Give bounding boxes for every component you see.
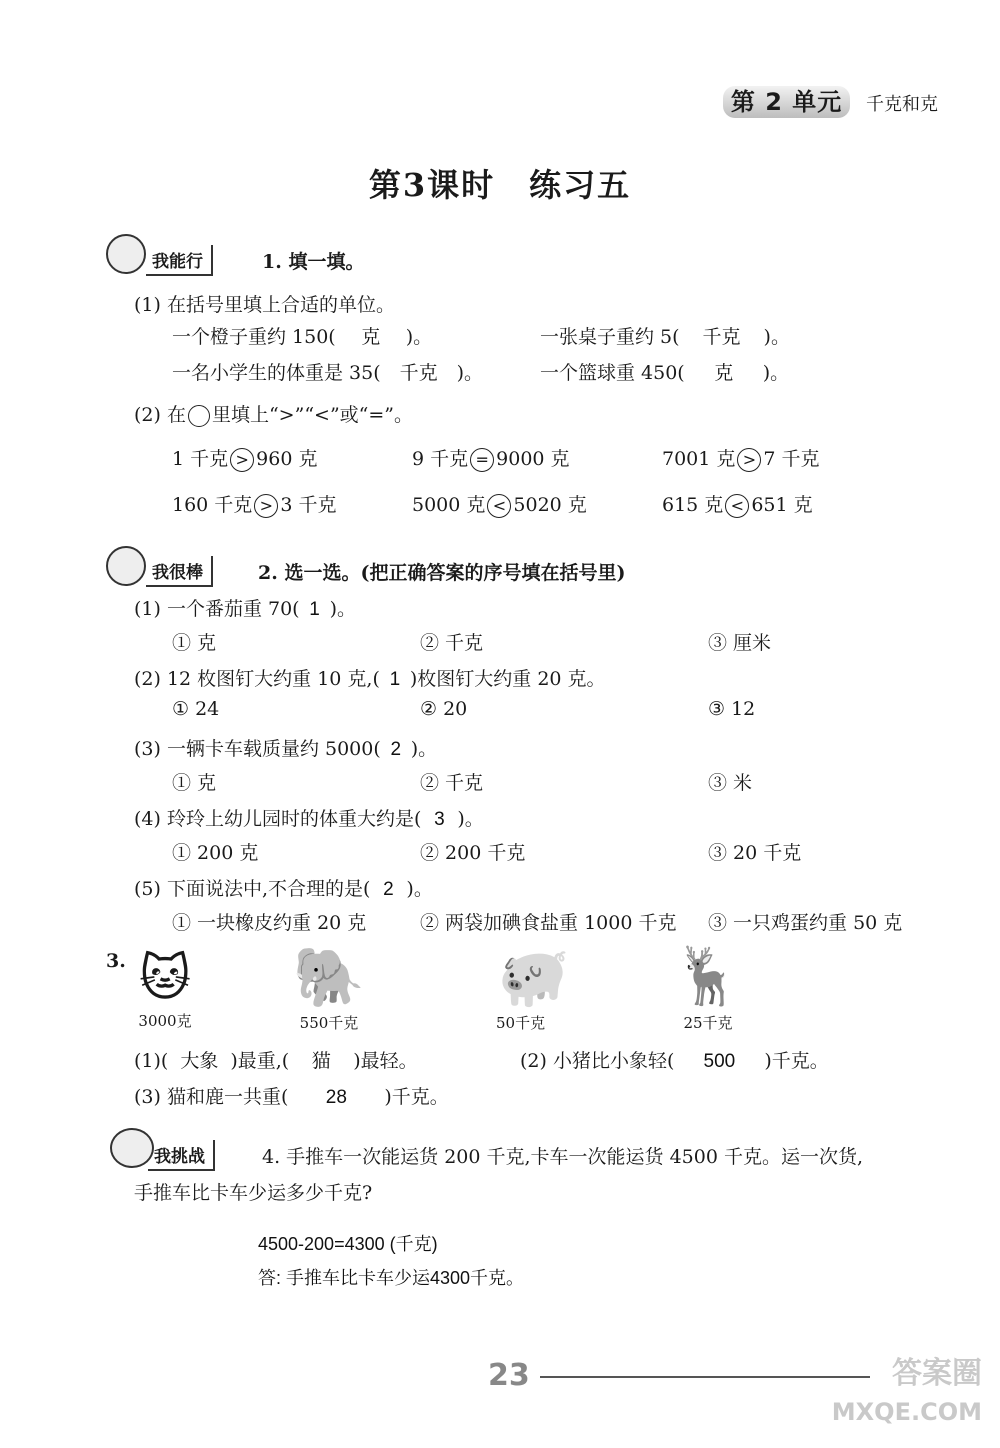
compare-left: 5000 克 — [412, 494, 486, 516]
choice-question — [134, 664, 606, 691]
compare-left: 160 千克 — [172, 494, 253, 516]
animal-weight: 50千克 — [496, 1014, 546, 1032]
choice-text: (5) 下面说法中,不合理的是( — [134, 878, 371, 900]
fill-text: 一个篮球重 450( — [540, 362, 685, 384]
answer-handwritten: 2 — [390, 739, 402, 760]
option: ③ 20 千克 — [708, 842, 802, 864]
empty-circle-icon — [188, 405, 210, 427]
answer-handwritten: 2 — [383, 879, 394, 900]
section-tag-2: 我很棒 — [146, 556, 213, 587]
compare-left: 615 克 — [662, 494, 724, 516]
choice-text: (3) 一辆卡车载质量约 5000( — [134, 738, 381, 760]
compare-right: 5020 克 — [513, 494, 587, 516]
label-text: 里填上“>”“<”或“=”。 — [211, 404, 414, 426]
q3-text: )千克。 — [764, 1050, 829, 1072]
compare-right: 9000 克 — [496, 448, 570, 470]
option: ② 20 — [420, 698, 468, 720]
q3-part3 — [134, 1082, 449, 1109]
q1-part2-label — [134, 400, 413, 427]
choice-text: (2) 12 枚图钉大约重 10 克,( — [134, 668, 380, 690]
compare-item — [662, 490, 813, 518]
option: ③ 一只鸡蛋约重 50 克 — [708, 912, 903, 934]
compare-item — [172, 490, 336, 518]
compare-answer: > — [254, 494, 278, 518]
choice-text: )。 — [406, 878, 433, 900]
animal-pig — [474, 942, 594, 1033]
cat-icon: 🐱 — [138, 949, 192, 1007]
option: ① 200 克 — [172, 842, 259, 864]
section-tag-4: 我挑战 — [148, 1140, 215, 1171]
answer-handwritten: 1 — [309, 599, 320, 620]
option: ① 克 — [172, 772, 217, 794]
question-1-heading: 1. 填一填。 — [262, 251, 365, 273]
option: ② 两袋加碘食盐重 1000 千克 — [420, 912, 677, 934]
deer-icon: 🦌 — [673, 944, 743, 1009]
q1-part1-label: (1) 在括号里填上合适的单位。 — [134, 294, 395, 316]
unit-badge: 第 2 单元 — [723, 86, 850, 118]
compare-answer: > — [737, 448, 761, 472]
q3-part1 — [134, 1046, 418, 1073]
label-text: (2) 在 — [134, 404, 186, 426]
watermark-url: MXQE.COM — [831, 1398, 982, 1426]
choice-text: (1) 一个番茄重 70( — [134, 598, 300, 620]
animal-weight: 3000克 — [138, 1012, 192, 1030]
option: ① 克 — [172, 632, 217, 654]
q3-text: (1)( — [134, 1050, 169, 1072]
unit-topic: 千克和克 — [866, 94, 938, 115]
fill-text: 一个橙子重约 150( — [172, 326, 336, 348]
animal-elephant — [284, 942, 374, 1033]
footer-divider — [540, 1376, 870, 1378]
option: ① 一块橡皮约重 20 克 — [172, 912, 367, 934]
choice-question — [134, 874, 433, 901]
q3-part2 — [520, 1046, 829, 1073]
question-3-number: 3. — [106, 950, 126, 972]
compare-answer: > — [230, 448, 254, 472]
option: ③ 厘米 — [708, 632, 772, 654]
compare-answer: < — [487, 494, 511, 518]
section-tag-1: 我能行 — [146, 245, 213, 276]
answer-handwritten: 克 — [361, 327, 381, 348]
answer-handwritten: 500 — [703, 1051, 736, 1072]
compare-left: 1 千克 — [172, 448, 229, 470]
animal-weight: 25千克 — [683, 1014, 733, 1032]
watermark-logo: 答案圈 — [892, 1356, 982, 1391]
question-4-line1: 4. 手推车一次能运货 200 千克,卡车一次能运货 4500 千克。运一次货, — [262, 1146, 864, 1168]
animal-weight: 550千克 — [299, 1014, 359, 1032]
q1-fill-3 — [172, 358, 483, 385]
animal-cat — [130, 946, 200, 1031]
fill-text: )。 — [762, 362, 790, 384]
pig-icon: 🐖 — [497, 943, 571, 1011]
compare-right: 651 克 — [751, 494, 813, 516]
compare-item — [662, 444, 820, 472]
answer-handwritten: 1 — [389, 669, 401, 690]
answer-handwritten: 大象 — [180, 1051, 219, 1072]
choice-question — [134, 594, 356, 621]
compare-left: 7001 克 — [662, 448, 736, 470]
fill-text: )。 — [405, 326, 433, 348]
compare-answer: = — [470, 448, 494, 472]
q3-text: )千克。 — [384, 1086, 449, 1108]
fill-text: )。 — [456, 362, 484, 384]
choice-text: )。 — [329, 598, 357, 620]
compare-item — [412, 490, 587, 518]
option: ① 24 — [172, 698, 220, 720]
choice-text: )。 — [410, 738, 438, 760]
compare-right: 3 千克 — [280, 494, 337, 516]
q1-fill-2 — [540, 322, 790, 349]
question-4-line2: 手推车比卡车少运多少千克? — [134, 1182, 373, 1204]
q3-text: (2) 小猪比小象轻( — [520, 1050, 675, 1072]
fill-text: 一张桌子重约 5( — [540, 326, 680, 348]
option: ② 千克 — [420, 632, 484, 654]
compare-answer: < — [725, 494, 749, 518]
choice-question — [134, 804, 484, 831]
answer-handwritten: 千克 — [399, 363, 438, 384]
work-equation: 4500-200=4300 (千克) — [258, 1234, 438, 1254]
compare-item — [172, 444, 317, 472]
q1-fill-1 — [172, 322, 432, 349]
fill-text: 一名小学生的体重是 35( — [172, 362, 381, 384]
elephant-icon: 🐘 — [292, 943, 366, 1011]
q3-text: (3) 猫和鹿一共重( — [134, 1086, 289, 1108]
compare-item — [412, 444, 570, 472]
choice-question — [134, 734, 437, 761]
option: ③ 米 — [708, 772, 753, 794]
choice-text: )枚图钉大约重 20 克。 — [409, 668, 606, 690]
compare-left: 9 千克 — [412, 448, 469, 470]
choice-text: (4) 玲玲上幼儿园时的体重大约是( — [134, 808, 422, 830]
answer-handwritten: 猫 — [311, 1051, 331, 1072]
fill-text: )。 — [763, 326, 790, 348]
choice-text: )。 — [457, 808, 484, 830]
answer-handwritten: 3 — [434, 809, 445, 830]
girl-mascot-icon — [106, 234, 146, 274]
compare-right: 960 克 — [256, 448, 318, 470]
q1-fill-4 — [540, 358, 789, 385]
unit-header — [723, 82, 938, 117]
work-answer: 答: 手推车比卡车少运4300千克。 — [258, 1268, 525, 1288]
q3-text: )最重,( — [230, 1050, 290, 1072]
answer-handwritten: 28 — [325, 1087, 347, 1108]
page-title: 第3课时 练习五 — [368, 166, 632, 204]
animal-deer — [668, 942, 748, 1033]
option: ③ 12 — [708, 698, 756, 720]
page-number: 23 — [488, 1358, 530, 1393]
answer-handwritten: 克 — [714, 363, 734, 384]
q3-text: )最轻。 — [353, 1050, 418, 1072]
answer-handwritten: 千克 — [702, 327, 741, 348]
boy-mascot-icon — [106, 546, 146, 586]
compare-right: 7 千克 — [763, 448, 820, 470]
option: ② 千克 — [420, 772, 484, 794]
option: ② 200 千克 — [420, 842, 526, 864]
question-2-heading: 2. 选一选。(把正确答案的序号填在括号里) — [258, 562, 626, 584]
